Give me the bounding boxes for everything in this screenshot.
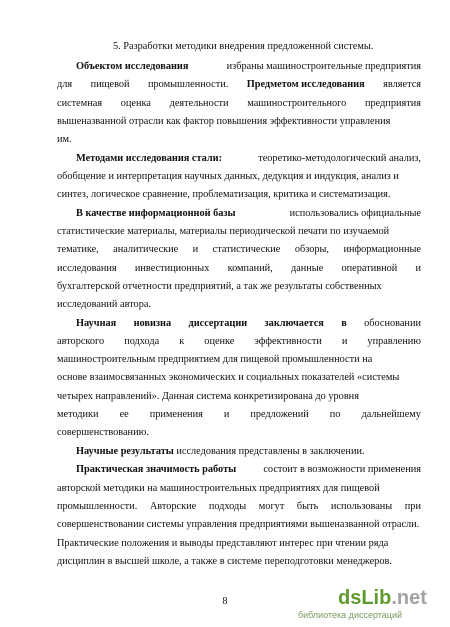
object-of-research-line xyxy=(76,60,421,73)
text-line: синтез, логическое сравнение, проблематизация, критика и систематизация. xyxy=(57,189,391,200)
word: могут xyxy=(258,501,285,512)
significance-line xyxy=(76,463,421,476)
bold-term-novelty: диссертации xyxy=(188,318,248,329)
word: оценке xyxy=(204,336,235,347)
text-line: дисциплин в высшей школе, а также в системе переподготовки менеджеров. xyxy=(57,556,392,567)
bold-term-methods: Методами исследования стали: xyxy=(76,153,223,164)
text-fragment: использовались официальные xyxy=(289,208,421,219)
logo-text: dsLib xyxy=(338,587,392,609)
info-base-line xyxy=(76,207,421,220)
text-line: машиностроительным предприятием для пищевой промышленности на xyxy=(57,354,373,365)
word: к xyxy=(179,336,185,347)
bold-term-subject: Предметом исследования xyxy=(246,79,365,90)
results-line xyxy=(76,445,440,458)
word: является xyxy=(383,79,421,90)
word: компаний, xyxy=(227,263,273,274)
text-line: бухгалтерской отчетности предприятий, а так же результаты собственных xyxy=(57,281,382,292)
word: предприятия xyxy=(365,98,421,109)
word: подхода xyxy=(124,336,160,347)
methods-line xyxy=(76,152,421,165)
text-line: авторской методики на машиностроительных предприятиях для пищевой xyxy=(57,483,380,494)
word: предложений xyxy=(250,409,309,420)
text-line: основе взаимосвязанных экономических и социальных показателей «системы xyxy=(57,372,400,383)
word: по xyxy=(329,409,341,420)
word: оценка xyxy=(120,98,151,109)
word: информационные xyxy=(343,244,421,255)
word: инвестиционных xyxy=(134,263,210,274)
word: пищевой xyxy=(90,79,130,90)
bold-term-results: Научные результаты xyxy=(76,446,174,457)
word: обосновании xyxy=(364,318,421,329)
text-line xyxy=(57,243,421,256)
word: и xyxy=(341,336,348,347)
word: системная xyxy=(57,98,103,109)
word: аналитические xyxy=(113,244,179,255)
word: ее xyxy=(119,409,129,420)
word: подходы xyxy=(208,501,247,512)
word: данные xyxy=(290,263,324,274)
word: авторского xyxy=(57,336,105,347)
text-line xyxy=(57,408,421,421)
bold-term-novelty: новизна xyxy=(133,318,172,329)
text-line xyxy=(57,262,421,275)
word: промышленности. xyxy=(148,79,229,90)
text-line xyxy=(57,78,421,91)
word: Авторские xyxy=(149,501,197,512)
word: промышленности. xyxy=(57,501,138,512)
text-line: четырех направлений». Данная система конкретизирована до уровня xyxy=(57,391,359,402)
bold-term-novelty: в xyxy=(341,318,347,329)
word: и xyxy=(192,244,199,255)
word: методики xyxy=(57,409,99,420)
text-fragment: состоит в возможности применения xyxy=(263,464,421,475)
bold-term-novelty: Научная xyxy=(76,318,117,329)
text-line: совершенствованию. xyxy=(57,427,149,438)
text-line xyxy=(57,500,421,513)
text-line: вышеназванной отрасли как фактор повышения эффективности управления xyxy=(57,116,391,127)
list-item-5: 5. Разработки методики внедрения предложенной системы. xyxy=(113,41,374,52)
watermark-subtitle: библиотека диссертаций xyxy=(298,610,403,620)
word: исследования xyxy=(57,263,117,274)
bold-term-info-base: В качестве информационной базы xyxy=(76,208,236,219)
text-fragment: исследования представлены в заключении. xyxy=(176,446,365,457)
word: при xyxy=(404,501,421,512)
text-line: статистические материалы, материалы периодической печати по изучаемой xyxy=(57,226,390,237)
dslib-watermark xyxy=(298,588,428,620)
text-line: им. xyxy=(57,134,72,145)
novelty-line xyxy=(76,317,421,330)
word: оперативной xyxy=(341,263,398,274)
word: эффективности xyxy=(254,336,322,347)
word: тематике, xyxy=(57,244,99,255)
text-line: исследований автора. xyxy=(57,299,151,310)
text-line xyxy=(57,97,421,110)
text-line: совершенствовании системы управления предприятиями вышеназванной отрасли. xyxy=(57,519,420,530)
text-fragment: избраны машиностроительные предприятия xyxy=(226,61,421,72)
word: деятельности xyxy=(169,98,229,109)
text-line: обобщение и интерпретация научных данных, дедукция и индукция, анализ и xyxy=(57,171,399,182)
word: дальнейшему xyxy=(361,409,421,420)
word: и xyxy=(223,409,230,420)
word: машиностроительного xyxy=(247,98,347,109)
bold-term-novelty: заключается xyxy=(264,318,324,329)
bold-term-object: Объектом исследования xyxy=(76,61,189,72)
page-number: 8 xyxy=(222,596,228,607)
word: управлению xyxy=(367,336,421,347)
logo-domain: .net xyxy=(391,587,427,609)
word: применения xyxy=(149,409,203,420)
word: использованы xyxy=(330,501,393,512)
word: и xyxy=(415,263,421,274)
dslib-logo xyxy=(338,588,427,608)
word: обзоры, xyxy=(294,244,329,255)
text-line: Практические положения и выводы представляют интерес при чтении ряда xyxy=(57,538,389,549)
text-fragment: теоретико-методологический анализ, xyxy=(258,153,421,164)
word: статистические xyxy=(212,244,281,255)
bold-term-significance: Практическая значимость работы xyxy=(76,464,237,475)
text-line xyxy=(57,335,421,348)
word: быть xyxy=(296,501,319,512)
word: для xyxy=(57,79,73,90)
